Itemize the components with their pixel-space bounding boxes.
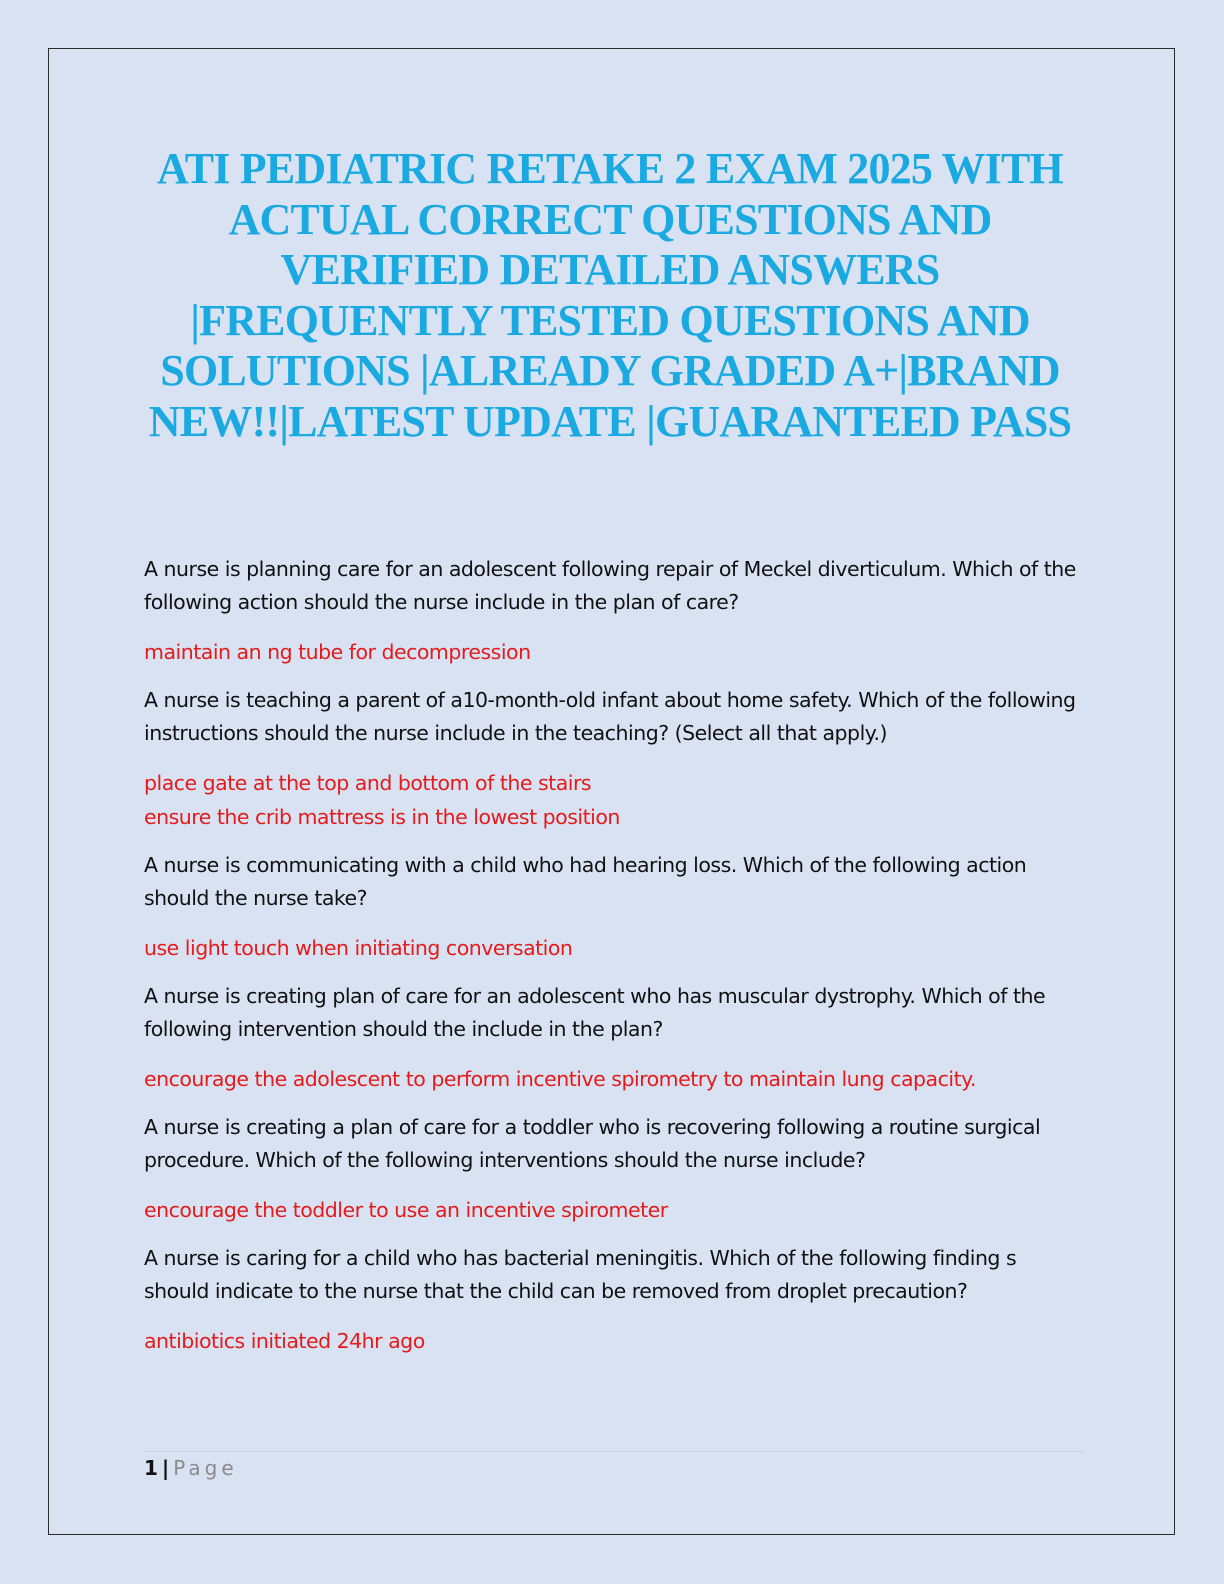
qa-item bbox=[144, 849, 1084, 965]
answer-text: encourage the toddler to use an incentive spirometer bbox=[144, 1198, 668, 1222]
page-separator: | bbox=[161, 1456, 170, 1480]
qa-item bbox=[144, 1111, 1084, 1227]
answer-text: place gate at the top and bottom of the stairs bbox=[144, 771, 592, 795]
qa-item bbox=[144, 684, 1084, 834]
question-text: A nurse is planning care for an adolescent following repair of Meckel diverticulum. Which of the following action should the nurse include in the plan of care? bbox=[144, 557, 1076, 614]
qa-item bbox=[144, 980, 1084, 1096]
answer-text: encourage the adolescent to perform incentive spirometry to maintain lung capacity. bbox=[144, 1067, 976, 1091]
question-text: A nurse is caring for a child who has bacterial meningitis. Which of the following finding s should indicate to the nurse that the child can be removed from droplet precaution? bbox=[144, 1246, 1017, 1303]
answer-text: use light touch when initiating conversation bbox=[144, 936, 573, 960]
answer-text: maintain an ng tube for decompression bbox=[144, 640, 531, 664]
page-footer bbox=[144, 1451, 1084, 1481]
question-text: A nurse is communicating with a child who had hearing loss. Which of the following action should the nurse take? bbox=[144, 853, 1027, 910]
question-text: A nurse is creating plan of care for an adolescent who has muscular dystrophy. Which of the following intervention should the include in the plan? bbox=[144, 984, 1046, 1041]
answer-text: ensure the crib mattress is in the lowest position bbox=[144, 805, 620, 829]
qa-item bbox=[144, 553, 1084, 669]
qa-content bbox=[144, 553, 1084, 1373]
answer-text: antibiotics initiated 24hr ago bbox=[144, 1329, 425, 1353]
question-text: A nurse is creating a plan of care for a toddler who is recovering following a routine surgical procedure. Which of the following interventions should the nurse include? bbox=[144, 1115, 1041, 1172]
page-number: 1 bbox=[144, 1456, 158, 1480]
qa-item bbox=[144, 1242, 1084, 1358]
page-label: Page bbox=[173, 1456, 238, 1480]
document-title: ATI PEDIATRIC RETAKE 2 EXAM 2025 WITH ACTUAL CORRECT QUESTIONS AND VERIFIED DETAILED ANSWERS |FREQUENTLY TESTED QUESTIONS AND SOLUTIONS |ALREADY GRADED A+|BRAND NEW!!|LATEST UPDATE |GUARANTEED PASS bbox=[148, 144, 1072, 446]
question-text: A nurse is teaching a parent of a10-month-old infant about home safety. Which of the following instructions should the nurse include in the teaching? (Select all that apply.) bbox=[144, 688, 1076, 745]
